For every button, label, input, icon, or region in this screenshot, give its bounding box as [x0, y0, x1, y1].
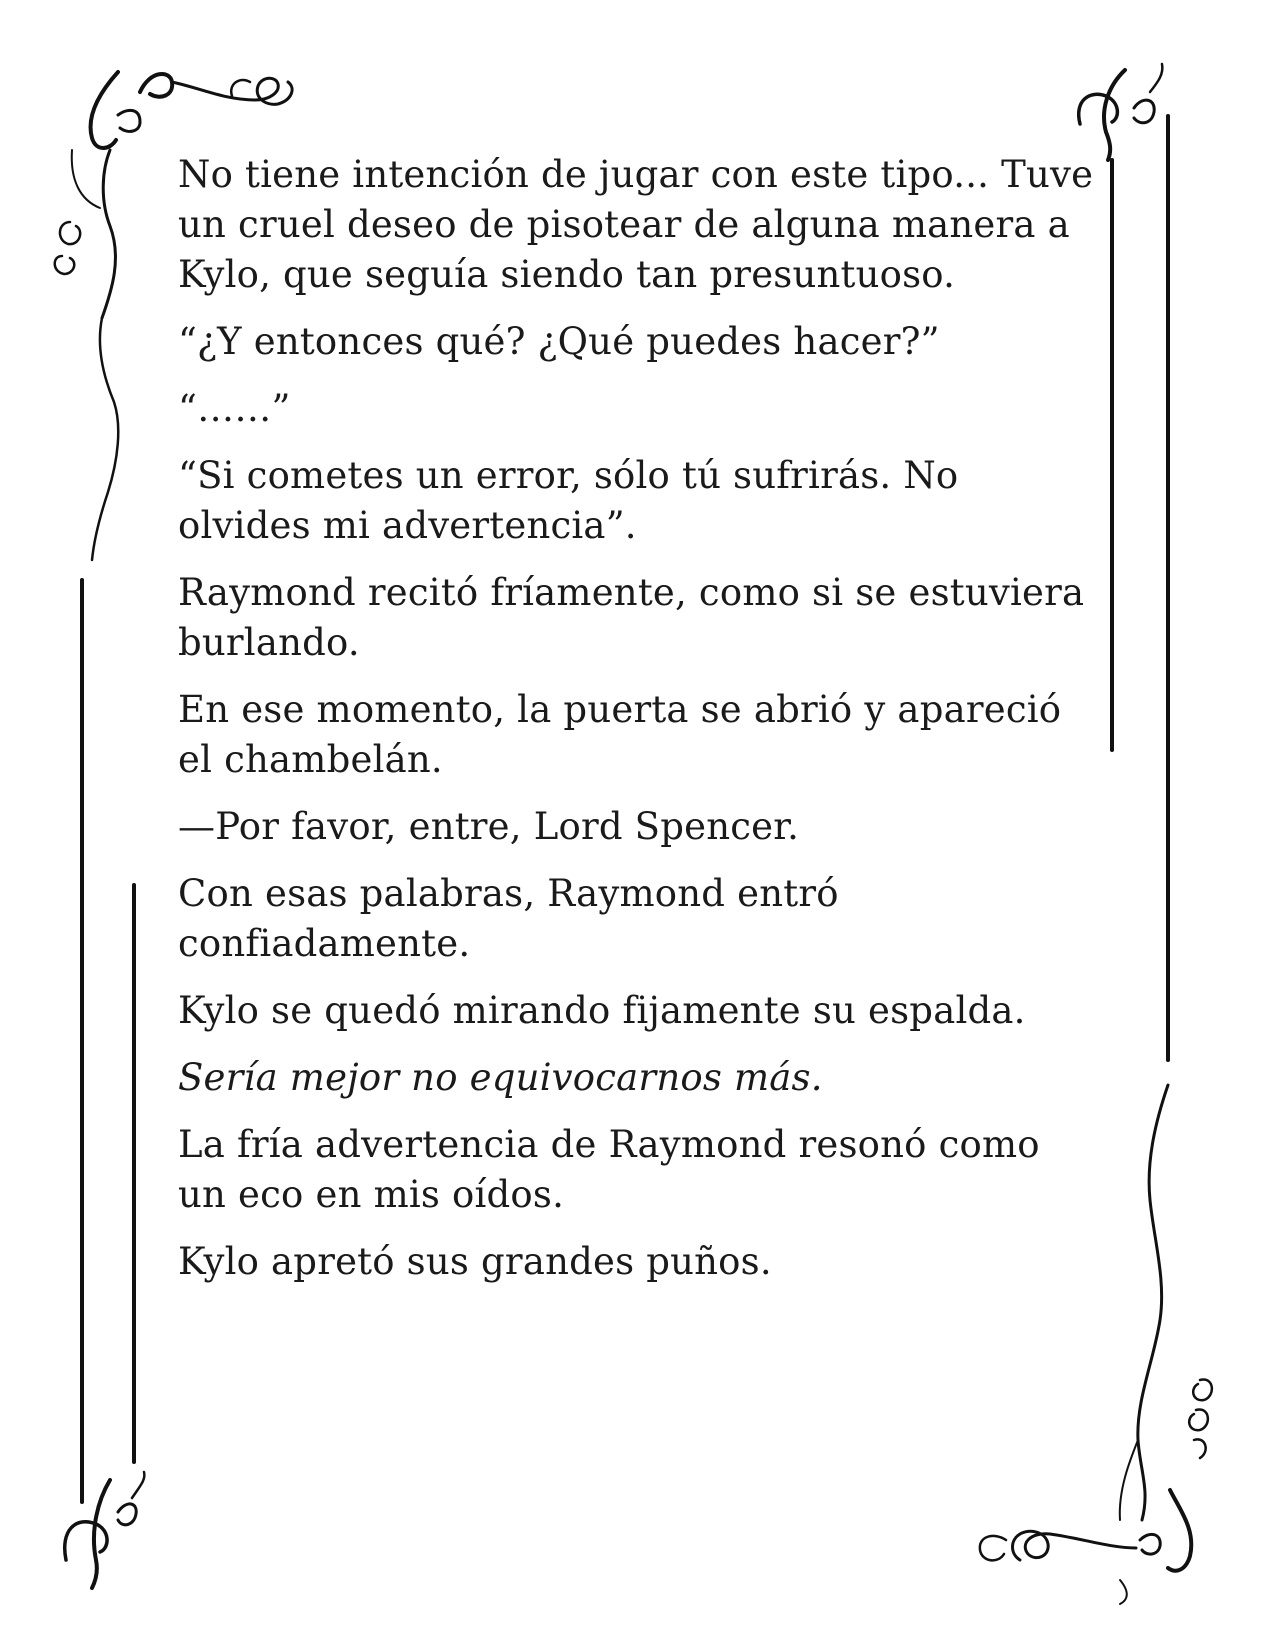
paragraph-8: Con esas palabras, Raymond entró confiadamente.: [178, 872, 839, 965]
paragraph-4: “Si cometes un error, sólo tú sufrirás. No olvides mi advertencia”.: [178, 454, 959, 547]
paragraph-12: Kylo apretó sus grandes puños.: [178, 1240, 772, 1283]
top-right-flourish-icon: [1079, 64, 1163, 160]
paragraph-7: —Por favor, entre, Lord Spencer.: [178, 805, 800, 848]
paragraph-9: Kylo se quedó mirando fijamente su espalda.: [178, 989, 1026, 1032]
bottom-left-flourish-icon: [65, 1472, 145, 1588]
paragraph-2: “¿Y entonces qué? ¿Qué puedes hacer?”: [178, 320, 940, 363]
document-body: [178, 150, 1098, 1304]
paragraph-5: Raymond recitó fríamente, como si se estuviera burlando.: [178, 571, 1085, 664]
paragraph-6: En ese momento, la puerta se abrió y apareció el chambelán.: [178, 688, 1062, 781]
paragraph-10-italic: Sería mejor no equivocarnos más.: [178, 1056, 823, 1099]
paragraph-11: La fría advertencia de Raymond resonó como un eco en mis oídos.: [178, 1123, 1040, 1216]
paragraph-3: “……”: [178, 387, 291, 430]
paragraph-1: No tiene intención de jugar con este tipo... Tuve un cruel deseo de pisotear de alguna manera a Kylo, que seguía siendo tan presuntuoso.: [178, 153, 1094, 296]
